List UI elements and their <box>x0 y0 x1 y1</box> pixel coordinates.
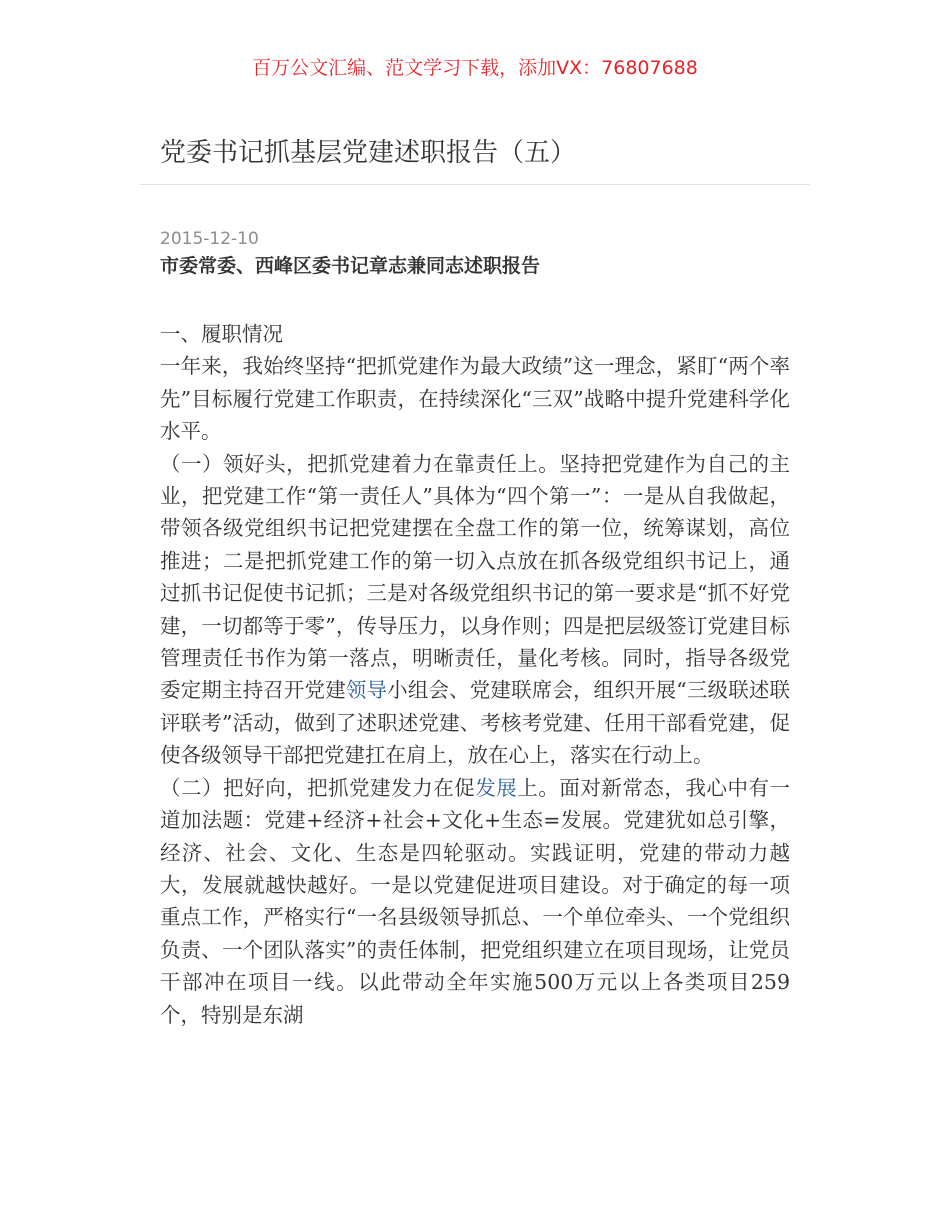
paragraph-2-text-a: （一）领好头，把抓党建着力在靠责任上。坚持把党建作为自己的主业，把党建工作“第一责任人”具体为“四个第一”：一是从自我做起，带领各级党组织书记把党建摆在全盘工作的第一位，统筹谋划，高位推进；二是把抓党建工作的第一切入点放在抓各级党组织书记上，通过抓书记促使书记抓；三是对各级党组织书记的第一要求是“抓不好党建，一切都等于零”，传导压力，以身作则；四是把层级签订党建目标管理责任书作为第一落点，明晰责任，量化考核。同时，指导各级党委定期主持召开党建 <box>160 451 790 703</box>
promo-banner: 百万公文汇编、范文学习下载，添加VX：76807688 <box>252 57 698 79</box>
paragraph-2 <box>160 448 790 772</box>
keyword-link-development[interactable]: 发展 <box>475 775 518 800</box>
page-title: 党委书记抓基层党建述职报告（五） <box>160 138 577 168</box>
paragraph-3-text-a: （二）把好向，把抓党建发力在促 <box>160 775 476 800</box>
paragraph-2-text-b: 小组会、党建联席会，组织开展“三级联述联评联考”活动，做到了述职述党建、考核考党建、任用干部看党建，促使各级领导干部把党建扛在肩上，放在心上，落实在行动上。 <box>160 678 791 768</box>
article-body <box>160 318 790 1031</box>
paragraph-1: 一年来，我始终坚持“把抓党建作为最大政绩”这一理念，紧盯“两个率先”目标履行党建工作职责，在持续深化“三双”战略中提升党建科学化水平。 <box>160 354 790 444</box>
keyword-link-leadership[interactable]: 领导 <box>345 678 388 703</box>
paragraph-3 <box>160 772 790 1031</box>
article-subtitle: 市委常委、西峰区委书记章志兼同志述职报告 <box>160 255 541 277</box>
paragraph-3-text-b: 上。面对新常态，我心中有一道加法题：党建+经济+社会+文化+生态=发展。党建犹如总引擎，经济、社会、文化、生态是四轮驱动。实践证明，党建的带动力越大，发展就越快越好。一是以党建促进项目建设。对于确定的每一项重点工作，严格实行“一名县级领导抓总、一个单位牵头、一个党组织负责、一个团队落实”的责任体制，把党组织建立在项目现场，让党员干部冲在项目一线。以此带动全年实施500万元以上各类项目259个，特别是东湖 <box>160 775 791 1027</box>
section-heading: 一、履职情况 <box>160 322 283 346</box>
title-divider <box>140 184 810 185</box>
publish-date: 2015-12-10 <box>160 229 259 249</box>
